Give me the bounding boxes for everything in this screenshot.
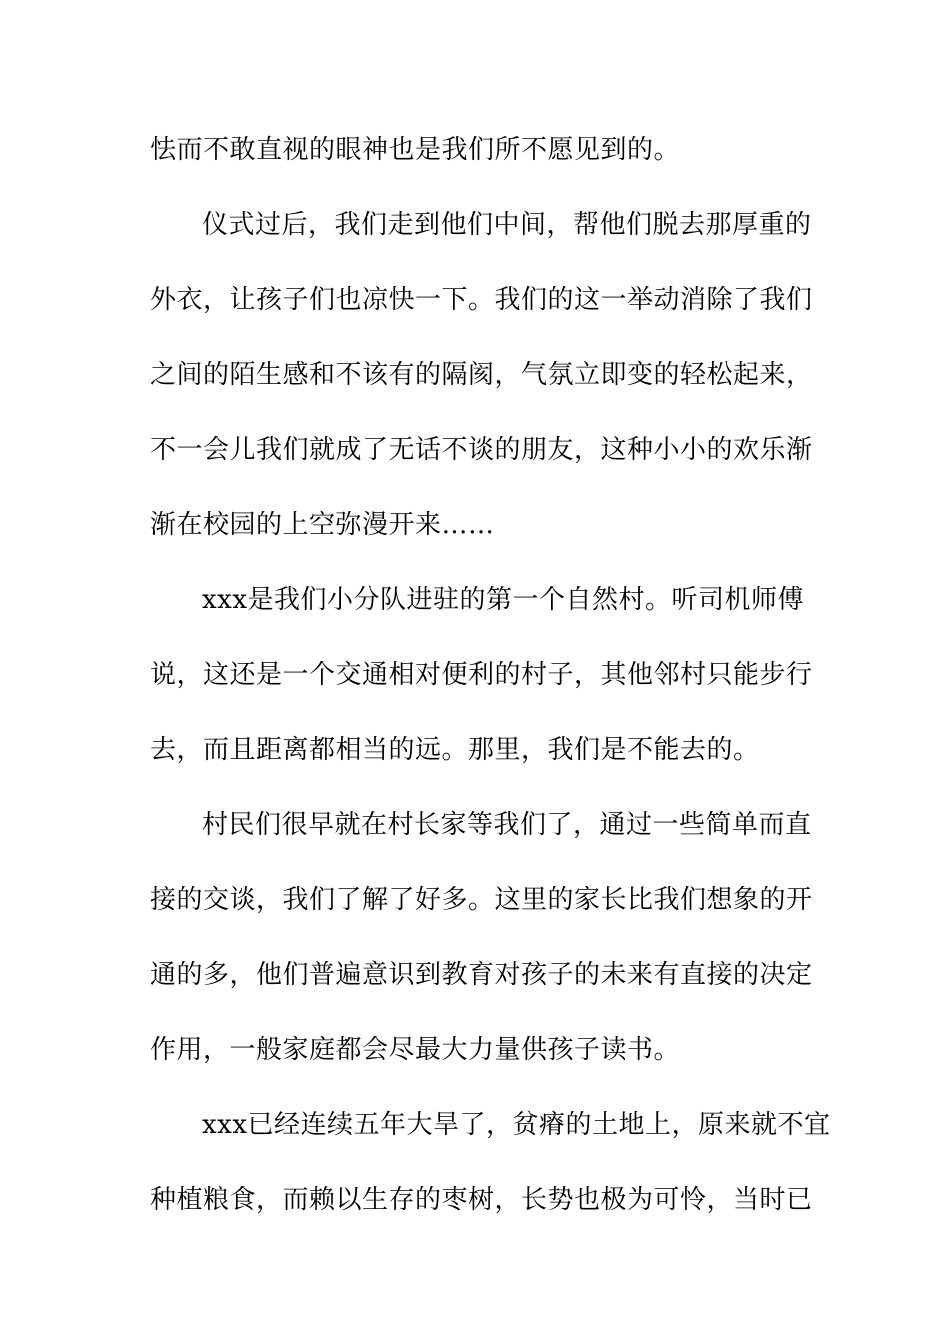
paragraph-first-line: 仪式过后，我们走到他们中间，帮他们脱去那厚重的	[202, 210, 812, 240]
text-line: 外衣，让孩子们也凉快一下。我们的这一举动消除了我们	[150, 285, 813, 315]
paragraph-first-line: xxx是我们小分队进驻的第一个自然村。听司机师傅	[202, 585, 804, 615]
text-line: 之间的陌生感和不该有的隔阂，气氛立即变的轻松起来，	[150, 360, 813, 390]
text-line: 怯而不敢直视的眼神也是我们所不愿见到的。	[150, 135, 681, 165]
text-line: 种植粮食，而赖以生存的枣树，长势也极为可怜，当时已	[150, 1185, 813, 1215]
text-line: 作用，一般家庭都会尽最大力量供孩子读书。	[150, 1035, 681, 1065]
text-line: 通的多，他们普遍意识到教育对孩子的未来有直接的决定	[150, 960, 813, 990]
text-line: 接的交谈，我们了解了好多。这里的家长比我们想象的开	[150, 885, 813, 915]
paragraph-first-line: 村民们很早就在村长家等我们了，通过一些简单而直	[202, 810, 812, 840]
text-line: 去，而且距离都相当的远。那里，我们是不能去的。	[150, 735, 760, 765]
text-line: 不一会儿我们就成了无话不谈的朋友，这种小小的欢乐渐	[150, 435, 813, 465]
text-line: 渐在校园的上空弥漫开来……	[150, 510, 495, 540]
paragraph-first-line: xxx已经连续五年大旱了，贫瘠的土地上，原来就不宜	[202, 1110, 831, 1140]
text-line: 说，这还是一个交通相对便利的村子，其他邻村只能步行	[150, 660, 813, 690]
